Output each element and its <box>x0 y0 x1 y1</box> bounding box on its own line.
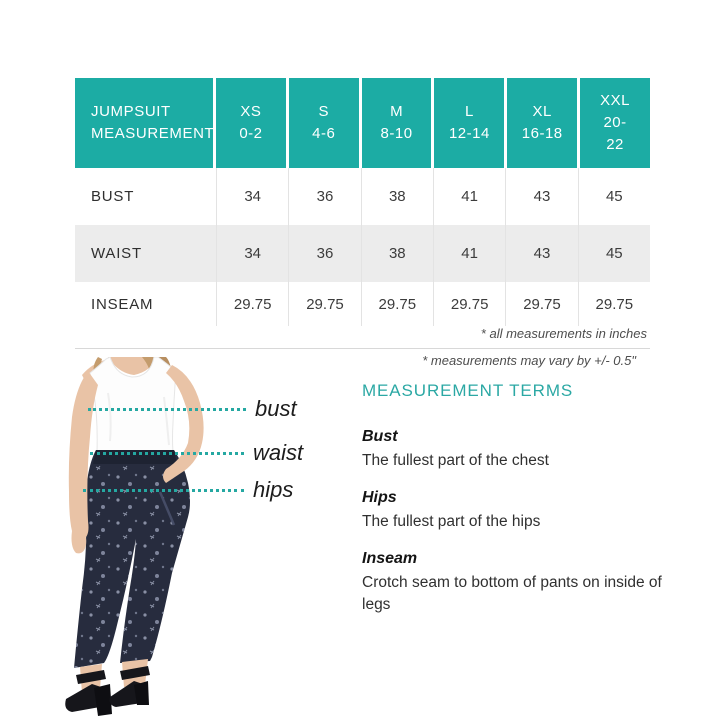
measure-label-hips: hips <box>253 477 294 502</box>
measurement-terms-heading: MEASUREMENT TERMS <box>362 381 574 400</box>
cell-value: 45 <box>578 168 650 225</box>
cell-value: 29.75 <box>505 282 577 326</box>
cell-value: 29.75 <box>578 282 650 326</box>
size-label: S <box>318 103 329 121</box>
cell-value: 34 <box>216 168 288 225</box>
row-label: WAIST <box>91 245 142 262</box>
footnote-variance: * measurements may vary by +/- 0.5" <box>422 353 636 368</box>
cell-value: 29.75 <box>216 282 288 326</box>
term-name: Hips <box>362 489 397 506</box>
dotted-line <box>90 452 244 455</box>
measure-line-bust <box>88 396 297 422</box>
dotted-line <box>83 489 244 492</box>
size-label: L <box>464 103 474 121</box>
size-range: 4-6 <box>312 125 336 142</box>
cell-value: 36 <box>288 168 360 225</box>
size-range: 12-14 <box>448 125 490 142</box>
size-label: M <box>390 103 404 121</box>
size-chart-header-row <box>75 78 650 168</box>
dotted-line <box>88 408 246 411</box>
table-row-inseam <box>75 282 650 326</box>
cell-value: 29.75 <box>433 282 505 326</box>
measure-label-waist: waist <box>253 440 304 465</box>
cell-value: 38 <box>361 225 433 282</box>
cell-value: 43 <box>505 225 577 282</box>
table-row-bust <box>75 168 650 225</box>
term-definition: The fullest part of the chest <box>362 452 549 469</box>
size-range: 20- 22 <box>603 114 627 153</box>
cell-value: 34 <box>216 225 288 282</box>
header-cell-size-xl <box>507 78 580 168</box>
header-cell-size-l <box>434 78 507 168</box>
size-range: 16-18 <box>521 125 563 142</box>
size-label: XL <box>532 103 552 121</box>
size-chart-table <box>75 78 650 349</box>
term-definition: The fullest part of the hips <box>362 513 541 530</box>
cell-value: 43 <box>505 168 577 225</box>
size-label: XXL <box>600 92 630 110</box>
measure-label-bust: bust <box>255 396 297 421</box>
cell-value: 29.75 <box>288 282 360 326</box>
footnote-inches: * all measurements in inches <box>480 326 647 341</box>
size-label: XS <box>240 103 262 121</box>
table-row-waist <box>75 225 650 282</box>
row-label: INSEAM <box>91 295 154 313</box>
header-cell-size-xxl <box>580 78 650 168</box>
cell-value: 29.75 <box>361 282 433 326</box>
row-label: BUST <box>91 188 135 205</box>
header-cell-size-m <box>362 78 435 168</box>
header-cell-jumpsuit-measurement: JUMPSUIT MEASUREMENT <box>75 78 216 168</box>
size-chart-section <box>75 78 650 368</box>
term-item-hips <box>362 489 672 533</box>
term-definition: Crotch seam to bottom of pants on inside of legs <box>362 574 662 613</box>
header-cell-size-s <box>289 78 362 168</box>
size-range: 8-10 <box>380 125 413 142</box>
term-name: Inseam <box>362 550 418 567</box>
size-range: 0-2 <box>239 125 263 142</box>
term-item-bust <box>362 428 672 472</box>
cell-value: 41 <box>433 225 505 282</box>
measurement-terms-section <box>362 381 672 633</box>
header-cell-size-xs <box>216 78 289 168</box>
measure-line-waist <box>90 440 303 466</box>
cell-value: 45 <box>578 225 650 282</box>
cell-value: 38 <box>361 168 433 225</box>
measure-line-hips <box>83 477 293 503</box>
model-shoes <box>65 666 150 716</box>
term-name: Bust <box>362 428 398 445</box>
term-item-inseam <box>362 550 672 616</box>
cell-value: 41 <box>433 168 505 225</box>
cell-value: 36 <box>288 225 360 282</box>
